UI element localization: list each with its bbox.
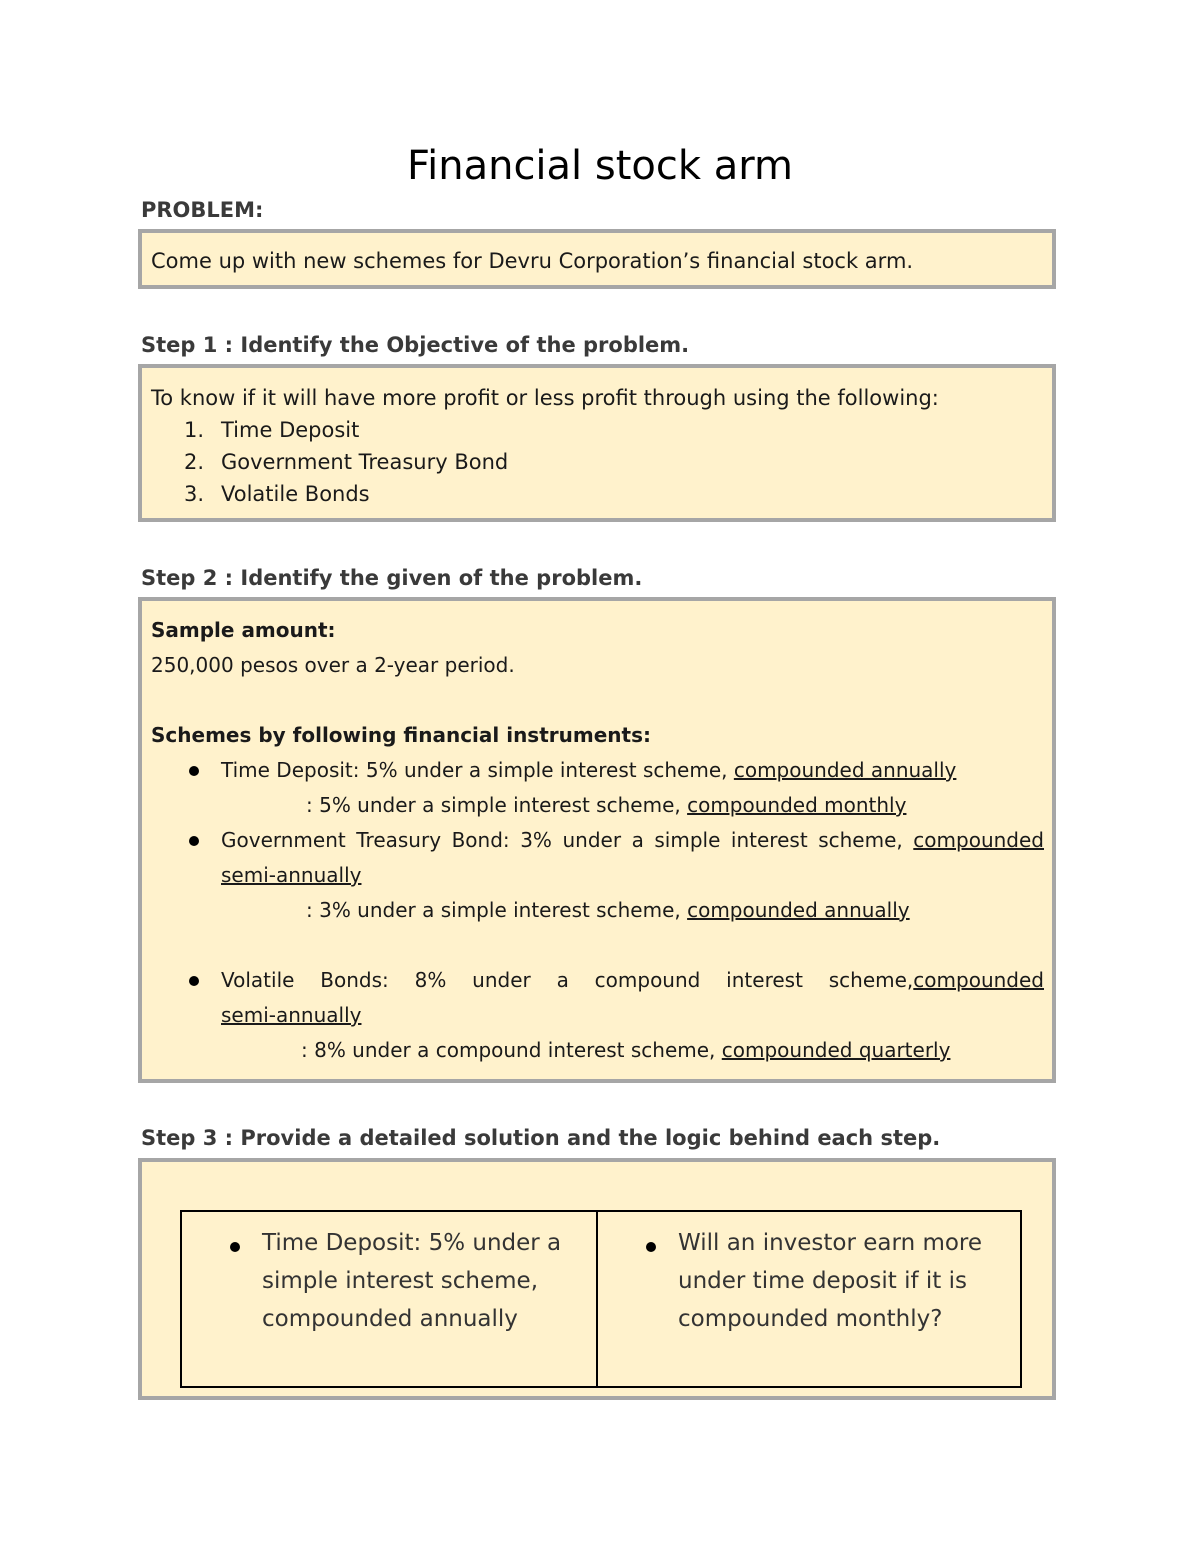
cell-line: under time deposit if it is xyxy=(678,1268,967,1294)
cell-line: compounded annually xyxy=(262,1306,518,1332)
problem-label: PROBLEM: xyxy=(141,198,264,222)
sample-amount-label: Sample amount: xyxy=(151,618,336,642)
scheme-text: : 8% under a compound interest scheme, xyxy=(301,1038,722,1062)
list-item-text: Government Treasury Bond xyxy=(221,450,509,474)
solution-table xyxy=(180,1210,1022,1388)
step2-label: Step 2 : Identify the given of the problem. xyxy=(141,566,643,590)
volatile-bonds-alt xyxy=(151,1033,1044,1068)
schemes-label: Schemes by following financial instruments: xyxy=(151,723,651,747)
scheme-compounding: compounded monthly xyxy=(687,793,907,817)
bullet-icon xyxy=(189,976,199,986)
time-deposit-alt xyxy=(151,788,1044,823)
scheme-text: : 3% under a simple interest scheme, xyxy=(306,898,688,922)
list-item xyxy=(151,446,1043,478)
volatile-bonds-item xyxy=(151,963,1044,1033)
cell-line: compounded monthly? xyxy=(678,1306,943,1332)
cell-line: Will an investor earn more xyxy=(678,1230,983,1256)
scheme-compounding: compounded annually xyxy=(733,758,957,782)
list-number: 3. xyxy=(184,482,205,506)
step2-box xyxy=(138,597,1056,1083)
scheme-compounding: compounded xyxy=(913,828,1044,852)
bullet-icon xyxy=(230,1242,240,1252)
treasury-bond-alt xyxy=(151,893,1044,928)
step1-label: Step 1 : Identify the Objective of the problem. xyxy=(141,333,690,357)
cell-line: simple interest scheme, xyxy=(262,1268,538,1294)
scheme-text: Volatile Bonds: 8% under a compound interest scheme, xyxy=(221,968,914,992)
scheme-compounding: compounded quarterly xyxy=(721,1038,951,1062)
scheme-text: : 5% under a simple interest scheme, xyxy=(306,793,688,817)
scheme-compounding: compounded xyxy=(913,968,1044,992)
step3-box xyxy=(138,1158,1056,1400)
scheme-compounding-cont: semi-annually xyxy=(221,863,362,887)
sample-amount-value: 250,000 pesos over a 2-year period. xyxy=(151,653,515,677)
time-deposit-item xyxy=(151,753,1044,788)
scheme-text: Time Deposit: 5% under a simple interest scheme, xyxy=(221,758,734,782)
list-number: 1. xyxy=(184,418,205,442)
list-number: 2. xyxy=(184,450,205,474)
step1-box xyxy=(138,364,1056,522)
problem-text: Come up with new schemes for Devru Corporation’s financial stock arm. xyxy=(151,249,914,273)
cell-line: Time Deposit: 5% under a xyxy=(262,1230,562,1256)
objective-list xyxy=(151,414,1043,510)
bullet-icon xyxy=(189,766,199,776)
list-item-text: Volatile Bonds xyxy=(221,482,370,506)
scheme-compounding-cont: semi-annually xyxy=(221,1003,362,1027)
bullet-icon xyxy=(189,836,199,846)
treasury-bond-item xyxy=(151,823,1044,893)
list-item-text: Time Deposit xyxy=(221,418,360,442)
table-cell-right xyxy=(598,1212,1020,1386)
scheme-compounding: compounded annually xyxy=(687,898,910,922)
step3-label: Step 3 : Provide a detailed solution and the logic behind each step. xyxy=(141,1126,941,1150)
list-item xyxy=(151,478,1043,510)
bullet-icon xyxy=(646,1242,656,1252)
page-title: Financial stock arm xyxy=(407,143,793,189)
scheme-text: Government Treasury Bond: 3% under a simple interest scheme, xyxy=(221,828,914,852)
problem-box xyxy=(138,229,1056,289)
table-cell-left xyxy=(182,1212,598,1386)
step1-intro: To know if it will have more profit or less profit through using the following: xyxy=(151,386,939,410)
list-item xyxy=(151,414,1043,446)
